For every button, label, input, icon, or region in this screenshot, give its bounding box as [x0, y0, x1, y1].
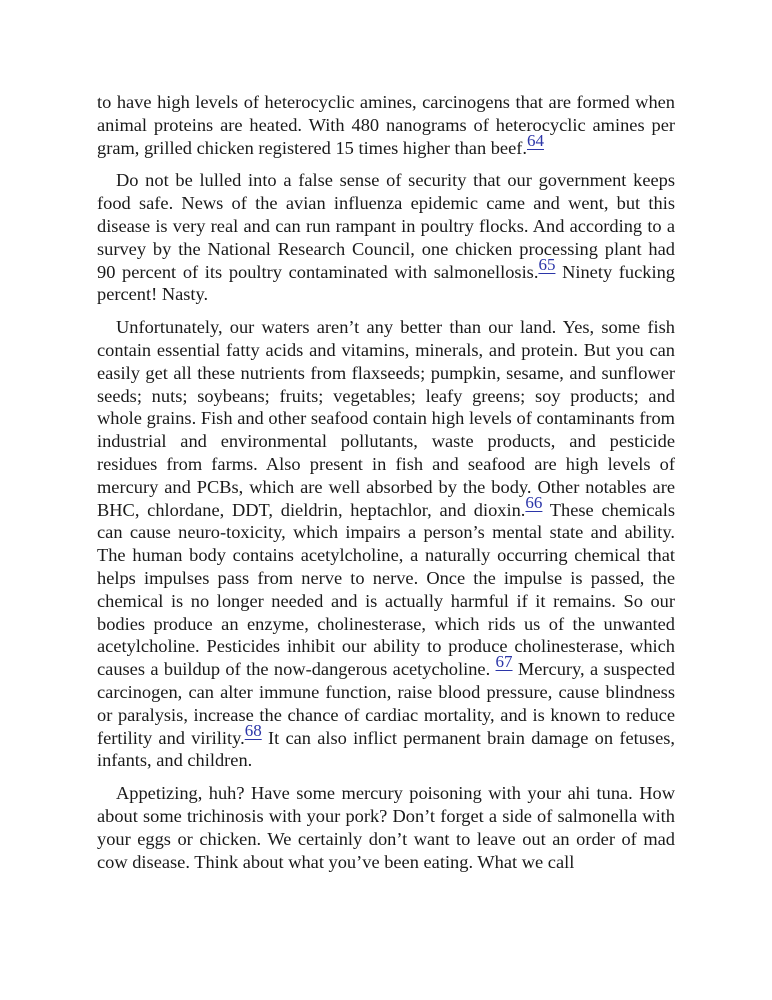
- paragraph-3: [97, 316, 675, 772]
- paragraph-4: [97, 782, 675, 873]
- footnote-link-65[interactable]: 65: [538, 254, 556, 274]
- footnote-link-64[interactable]: 64: [526, 130, 544, 150]
- paragraph-text: These chemicals can cause neuro-toxicity, which impairs a person’s mental state and ability. The human body contains acetylcholine, a naturally occurring chemical that helps impulses pass from nerve to nerve. Once the impulse is passed, the chemical is no longer needed and is actually harmful if it remains. So our bodies produce an enzyme, cholinesterase, which rids us of the unwanted acetylcholine. Pesticides inhibit our ability to produce cholinesterase, which causes a buildup of the now-dangerous acetycholine.: [97, 499, 675, 680]
- paragraph-text: Appetizing, huh? Have some mercury poisoning with your ahi tuna. How about some trichinosis with your pork? Don’t forget a side of salmonella with your eggs or chicken. We certainly don’t want to leave out an order of mad cow disease. Think about what you’ve been eating. What we call: [97, 783, 675, 872]
- footnote-link-67[interactable]: 67: [495, 652, 513, 672]
- footnote-link-66[interactable]: 66: [525, 492, 543, 512]
- paragraph-text: Unfortunately, our waters aren’t any better than our land. Yes, some fish contain essential fatty acids and vitamins, minerals, and protein. But you can easily get all these nutrients from flaxseeds; pumpkin, sesame, and sunflower seeds; nuts; soybeans; fruits; vegetables; leafy greens; soy products; and whole grains. Fish and other seafood contain high levels of contaminants from industrial and environmental pollutants, waste products, and pesticide residues from farms. Also present in fish and seafood are high levels of mercury and PCBs, which are well absorbed by the body. Other notables are BHC, chlordane, DDT, dieldrin, heptachlor, and dioxin.: [97, 317, 675, 520]
- paragraph-text: Mercury, a suspected carcinogen, can alter immune function, raise blood pressure, cause blindness or paralysis, increase the chance of cardiac mortality, and is known to reduce fertility and virility.: [97, 659, 675, 748]
- paragraph-text: Ninety fucking percent! Nasty.: [97, 261, 675, 305]
- document-page: [97, 91, 675, 883]
- paragraph-text: to have high levels of heterocyclic amines, carcinogens that are formed when animal proteins are heated. With 480 nanograms of heterocyclic amines per gram, grilled chicken registered 15 times higher than beef.: [97, 92, 675, 158]
- paragraph-2: [97, 169, 675, 306]
- paragraph-text: It can also inflict permanent brain damage on fetuses, infants, and children.: [97, 727, 675, 771]
- paragraph-text: Do not be lulled into a false sense of security that our government keeps food safe. News of the avian influenza epidemic came and went, but this disease is very real and can run rampant in poultry flocks. And according to a survey by the National Research Council, one chicken processing plant had 90 percent of its poultry contaminated with salmonellosis.: [97, 170, 675, 282]
- paragraph-1: [97, 91, 675, 159]
- footnote-link-68[interactable]: 68: [244, 720, 262, 740]
